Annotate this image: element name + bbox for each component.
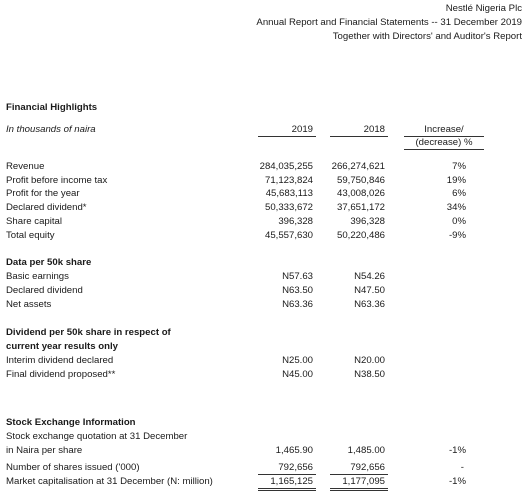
value-2019: N63.36 xyxy=(282,299,313,310)
header-rule-2018 xyxy=(330,136,388,137)
company-name: Nestlé Nigeria Plc xyxy=(445,3,522,14)
column-header-2018: 2018 xyxy=(363,124,385,135)
value-2018: 59,750,846 xyxy=(336,175,385,186)
shares-2019: 792,656 xyxy=(278,462,313,473)
header-rule-2019 xyxy=(258,136,316,137)
value-2018: N20.00 xyxy=(354,355,385,366)
mcap-label: Market capitalisation at 31 December (N: million) xyxy=(6,476,213,487)
mcap-2019: 1,165,125 xyxy=(270,476,313,487)
row-label: Profit before income tax xyxy=(6,175,108,186)
stock-title: Stock Exchange Information xyxy=(6,417,136,428)
value-2019: N57.63 xyxy=(282,271,313,282)
value-2018: 396,328 xyxy=(350,216,385,227)
value-change: 6% xyxy=(452,188,466,199)
row-label: Declared dividend xyxy=(6,285,83,296)
dividend-title-line2: current year results only xyxy=(6,341,118,352)
per-share-title: Data per 50k share xyxy=(6,257,92,268)
shares-change: - xyxy=(460,462,464,473)
report-title: Annual Report and Financial Statements -- 31 December 2019 xyxy=(256,17,522,28)
quote-label-line1: Stock exchange quotation at 31 December xyxy=(6,431,188,442)
shares-label: Number of shares issued ('000) xyxy=(6,462,140,473)
value-2019: N45.00 xyxy=(282,369,313,380)
quote-change: -1% xyxy=(448,445,466,456)
row-label: Profit for the year xyxy=(6,188,80,199)
value-2019: N63.50 xyxy=(282,285,313,296)
quote-2018: 1,485.00 xyxy=(347,445,385,456)
value-2019: 45,683,113 xyxy=(265,188,313,199)
highlights-title: Financial Highlights xyxy=(6,102,98,113)
value-2019: N25.00 xyxy=(282,355,313,366)
value-change: 34% xyxy=(446,202,466,213)
value-2018: 50,220,486 xyxy=(336,230,385,241)
value-2019: 71,123,824 xyxy=(264,175,313,186)
value-change: 19% xyxy=(446,175,466,186)
row-label: Basic earnings xyxy=(6,271,69,282)
value-2018: 266,274,621 xyxy=(331,161,385,172)
value-2018: N47.50 xyxy=(354,285,385,296)
mcap-double-rule-2019 xyxy=(258,488,316,491)
quote-2019: 1,465.90 xyxy=(275,445,313,456)
value-change: 7% xyxy=(452,161,466,172)
column-header-2019: 2019 xyxy=(291,124,313,135)
value-2018: 43,008,026 xyxy=(336,188,385,199)
report-subtitle: Together with Directors' and Auditor's Report xyxy=(332,31,522,42)
mcap-change: -1% xyxy=(448,476,466,487)
header-rule-change-bottom xyxy=(404,149,484,150)
row-label: Interim dividend declared xyxy=(6,355,114,366)
row-label: Declared dividend* xyxy=(6,202,87,213)
value-2019: 396,328 xyxy=(278,216,313,227)
value-2018: N38.50 xyxy=(354,369,385,380)
row-label: Final dividend proposed** xyxy=(6,369,116,380)
units-label: In thousands of naira xyxy=(6,124,96,135)
column-header-change-1: Increase/ xyxy=(424,124,464,135)
value-change: -9% xyxy=(448,230,466,241)
value-2018: N54.26 xyxy=(354,271,385,282)
shares-2018: 792,656 xyxy=(350,462,385,473)
row-label: Total equity xyxy=(6,230,55,241)
mcap-rule-top-2018 xyxy=(330,474,388,475)
row-label: Net assets xyxy=(6,299,52,310)
mcap-double-rule-2018 xyxy=(330,488,388,491)
value-2018: 37,651,172 xyxy=(336,202,385,213)
mcap-2018: 1,177,095 xyxy=(342,476,385,487)
value-2019: 45,557,630 xyxy=(264,230,313,241)
value-2019: 284,035,255 xyxy=(259,161,313,172)
mcap-rule-top-2019 xyxy=(258,474,316,475)
header-rule-change-top xyxy=(404,136,484,137)
row-label: Revenue xyxy=(6,161,45,172)
row-label: Share capital xyxy=(6,216,62,227)
value-change: 0% xyxy=(452,216,466,227)
column-header-change-2: (decrease) % xyxy=(415,137,473,148)
dividend-title-line1: Dividend per 50k share in respect of xyxy=(6,327,171,338)
value-2018: N63.36 xyxy=(354,299,385,310)
value-2019: 50,333,672 xyxy=(264,202,313,213)
quote-label-line2: in Naira per share xyxy=(6,445,83,456)
